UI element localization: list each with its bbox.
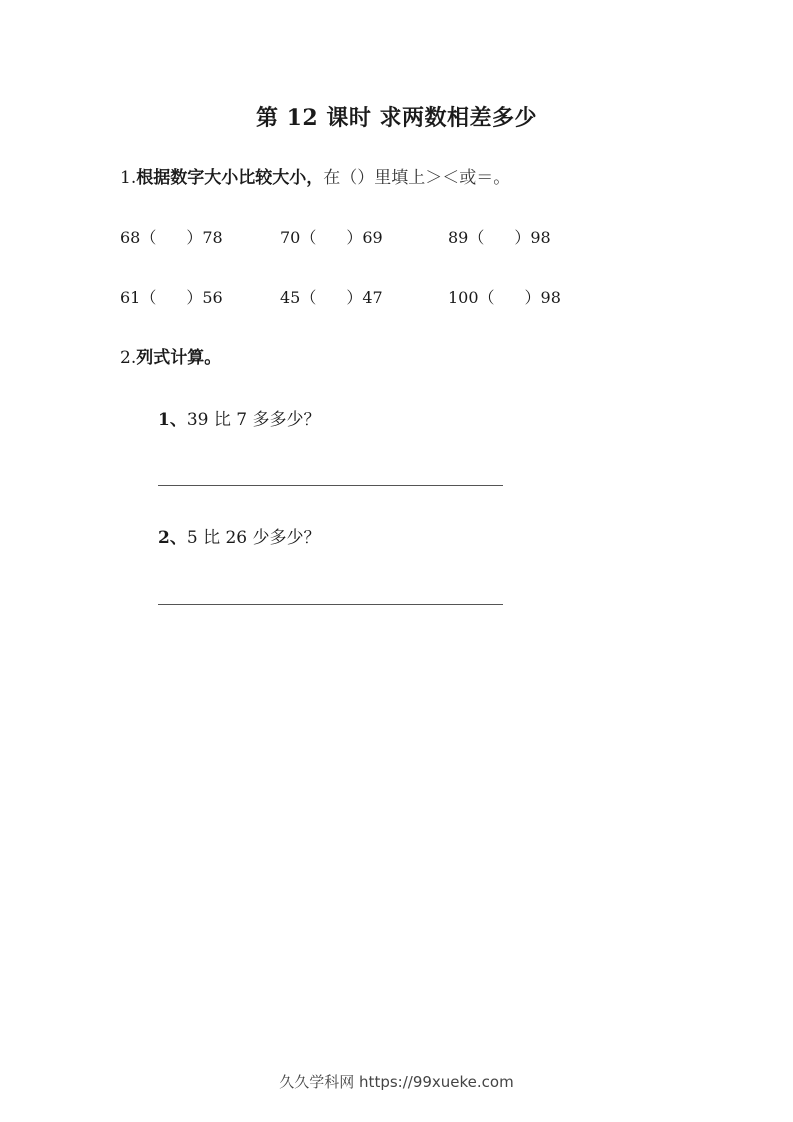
question-1-heading bbox=[120, 167, 510, 189]
comparison-right: ）98 bbox=[524, 288, 561, 307]
comparison-right: ）56 bbox=[186, 288, 223, 307]
comparison-item bbox=[280, 287, 383, 309]
question-2-bold-text: 列式计算。 bbox=[136, 348, 222, 368]
question-1-instruction: 在（）里填上＞＜或＝。 bbox=[323, 168, 511, 188]
comparison-row bbox=[0, 287, 793, 309]
sub-question-index: 2、 bbox=[158, 528, 187, 548]
comparison-left: 100（ bbox=[448, 288, 495, 307]
comparison-row bbox=[0, 227, 793, 249]
sub-question-2 bbox=[158, 527, 321, 549]
comparison-left: 70（ bbox=[280, 228, 317, 247]
footer-watermark: 久久学科网 https://99xueke.com bbox=[279, 1073, 514, 1091]
comparison-item bbox=[120, 227, 223, 249]
sub-question-text: 39 比 7 多多少？ bbox=[186, 410, 321, 430]
comparison-right: ）78 bbox=[186, 228, 223, 247]
question-2-number: 2. bbox=[120, 348, 137, 368]
comparison-item bbox=[448, 227, 551, 249]
comparison-right: ）47 bbox=[346, 288, 383, 307]
question-2-heading bbox=[120, 347, 221, 369]
answer-line[interactable] bbox=[158, 604, 503, 605]
comparison-left: 68（ bbox=[120, 228, 157, 247]
comparison-item bbox=[120, 287, 223, 309]
comparison-right: ）69 bbox=[346, 228, 383, 247]
comparison-left: 89（ bbox=[448, 228, 485, 247]
comparison-right: ）98 bbox=[514, 228, 551, 247]
sub-question-text: 5 比 26 少多少？ bbox=[186, 528, 321, 548]
page-title: 第 12 课时 求两数相差多少 bbox=[255, 105, 538, 131]
comparison-left: 61（ bbox=[120, 288, 157, 307]
comparison-left: 45（ bbox=[280, 288, 317, 307]
sub-question-1 bbox=[158, 409, 321, 431]
comparison-item bbox=[280, 227, 383, 249]
comparison-item bbox=[448, 287, 561, 309]
question-1-bold-text: 根据数字大小比较大小， bbox=[136, 168, 324, 188]
question-1-number: 1. bbox=[120, 168, 137, 188]
answer-line[interactable] bbox=[158, 485, 503, 486]
sub-question-index: 1、 bbox=[158, 410, 187, 430]
